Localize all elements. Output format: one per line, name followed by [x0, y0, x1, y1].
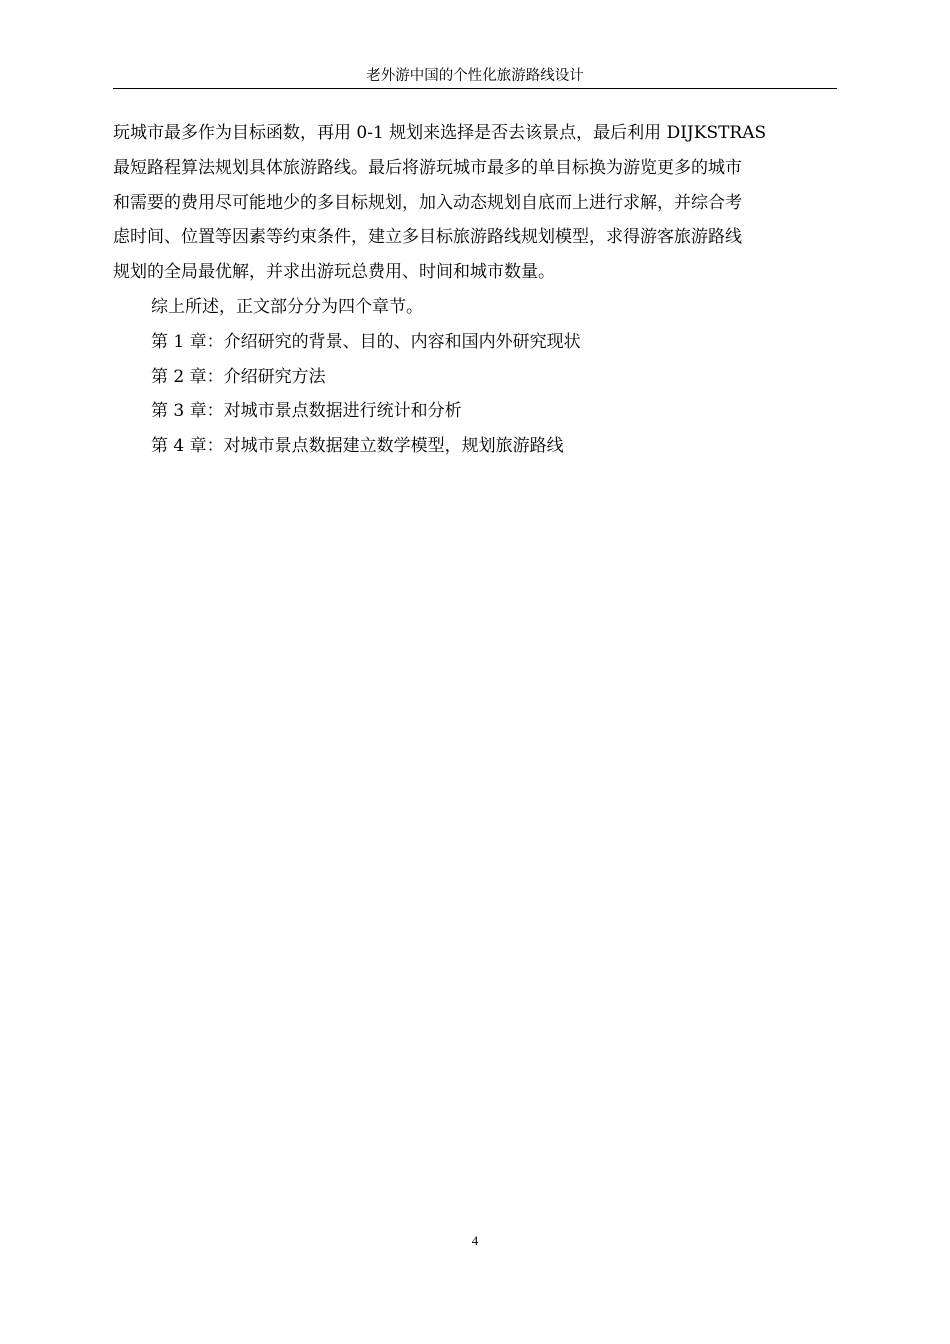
chapter-2-item: 第 2 章：介绍研究方法 [151, 366, 326, 387]
paragraph-line: 规划的全局最优解，并求出游玩总费用、时间和城市数量。 [113, 262, 555, 283]
chapter-4-item: 第 4 章：对城市景点数据建立数学模型，规划旅游路线 [151, 436, 564, 457]
chapter-3-item: 第 3 章：对城市景点数据进行统计和分析 [151, 401, 462, 422]
chapter-1-item: 第 1 章：介绍研究的背景、目的、内容和国内外研究现状 [151, 331, 581, 352]
paragraph-line: 玩城市最多作为目标函数，再用 0-1 规划来选择是否去该景点，最后利用 DIJKSTRAS [113, 123, 767, 143]
paragraph-line: 最短路程算法规划具体旅游路线。最后将游玩城市最多的单目标换为游览更多的城市 [113, 157, 742, 178]
paragraph-line: 虑时间、位置等因素等约束条件，建立多目标旅游路线规划模型，求得游客旅游路线 [113, 227, 742, 248]
paragraph-method [113, 116, 837, 290]
page-header [113, 66, 837, 89]
paragraph-line: 和需要的费用尽可能地少的多目标规划，加入动态规划自底而上进行求解，并综合考 [113, 192, 742, 213]
document-body [113, 116, 837, 464]
header-title: 老外游中国的个性化旅游路线设计 [366, 68, 584, 84]
summary-paragraph: 综上所述，正文部分分为四个章节。 [151, 296, 423, 317]
page-number: 4 [471, 1233, 479, 1248]
